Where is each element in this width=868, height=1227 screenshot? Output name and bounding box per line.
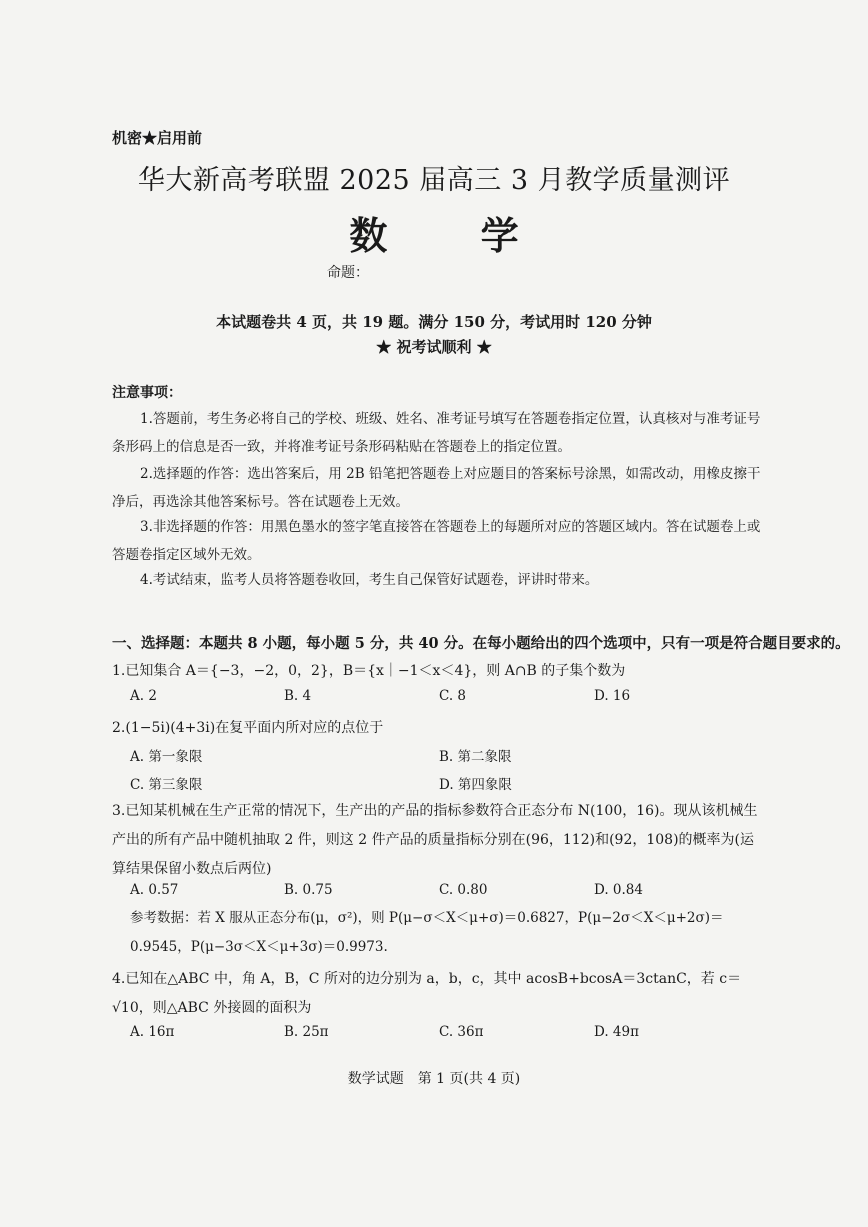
confidential-label: 机密★启用前 bbox=[112, 129, 203, 147]
note-item: 4.考试结束，监考人员将答题卷收回，考生自己保管好试题卷，评讲时带来。 bbox=[140, 572, 599, 588]
question-stem: 1.已知集合 A＝{−3，−2，0，2}，B＝{x｜−1＜x＜4}，则 A∩B 的子集个数为 bbox=[112, 663, 626, 679]
option-c: C. 36π bbox=[439, 1024, 484, 1040]
option-b: B. 4 bbox=[284, 688, 312, 704]
option-d: D. 0.84 bbox=[594, 882, 643, 898]
subject-title: 数 学 bbox=[349, 213, 559, 258]
question-stem: 3.已知某机械在生产正常的情况下，生产出的产品的指标参数符合正态分布 N(100，16)。现从该机械生产出的所有产品中随机抽取 2 件，则这 2 件产品的质量指标分别在(96，112)和(92，108)的概率为(运算结果保留小数点后两位) bbox=[112, 803, 758, 877]
exam-title: 华大新高考联盟 2025 届高三 3 月教学质量测评 bbox=[137, 165, 731, 196]
option-c: C. 0.80 bbox=[439, 882, 488, 898]
option-c: C. 8 bbox=[439, 688, 467, 704]
option-b: B. 25π bbox=[284, 1024, 329, 1040]
good-luck-line: ★ 祝考试顺利 ★ bbox=[376, 338, 492, 356]
option-b: B. 0.75 bbox=[284, 882, 333, 898]
option-a: A. 2 bbox=[130, 688, 157, 704]
option-c: C. 第三象限 bbox=[130, 777, 203, 793]
reference-data: 参考数据：若 X 服从正态分布(μ，σ²)，则 P(μ−σ＜X＜μ+σ)＝0.6827，P(μ−2σ＜X＜μ+2σ)＝0.9545，P(μ−3σ＜X＜μ+3σ)＝0.9973. bbox=[130, 910, 724, 955]
option-a: A. 0.57 bbox=[130, 882, 179, 898]
option-a: A. 16π bbox=[130, 1024, 175, 1040]
note-item: 2.选择题的作答：选出答案后，用 2B 铅笔把答题卷上对应题目的答案标号涂黑，如需改动，用橡皮擦干净后，再选涂其他答案标号。答在试题卷上无效。 bbox=[112, 466, 761, 510]
option-d: D. 16 bbox=[594, 688, 631, 704]
option-b: B. 第二象限 bbox=[439, 749, 512, 765]
section-heading: 一、选择题：本题共 8 小题，每小题 5 分，共 40 分。在每小题给出的四个选项中，只有一项是符合题目要求的。 bbox=[112, 635, 850, 652]
author-label: 命题： bbox=[327, 265, 369, 281]
exam-info: 本试题卷共 4 页，共 19 题。满分 150 分，考试用时 120 分钟 bbox=[216, 313, 652, 331]
option-a: A. 第一象限 bbox=[130, 749, 203, 765]
page-footer: 数学试题 第 1 页(共 4 页) bbox=[347, 1071, 521, 1087]
note-item: 1.答题前，考生务必将自己的学校、班级、姓名、准考证号填写在答题卷指定位置，认真核对与准考证号条形码上的信息是否一致，并将准考证号条形码粘贴在答题卷上的指定位置。 bbox=[112, 411, 761, 455]
option-d: D. 49π bbox=[594, 1024, 639, 1040]
question-stem: 4.已知在△ABC 中，角 A，B，C 所对的边分别为 a，b，c，其中 acosB+bcosA＝3ctanC，若 c＝√10，则△ABC 外接圆的面积为 bbox=[112, 971, 742, 1016]
notes-title: 注意事项： bbox=[112, 385, 182, 401]
option-d: D. 第四象限 bbox=[439, 777, 512, 793]
question-stem: 2.(1−5i)(4+3i)在复平面内所对应的点位于 bbox=[112, 720, 384, 736]
note-item: 3.非选择题的作答：用黑色墨水的签字笔直接答在答题卷上的每题所对应的答题区域内。答在试题卷上或答题卷指定区域外无效。 bbox=[112, 519, 761, 563]
